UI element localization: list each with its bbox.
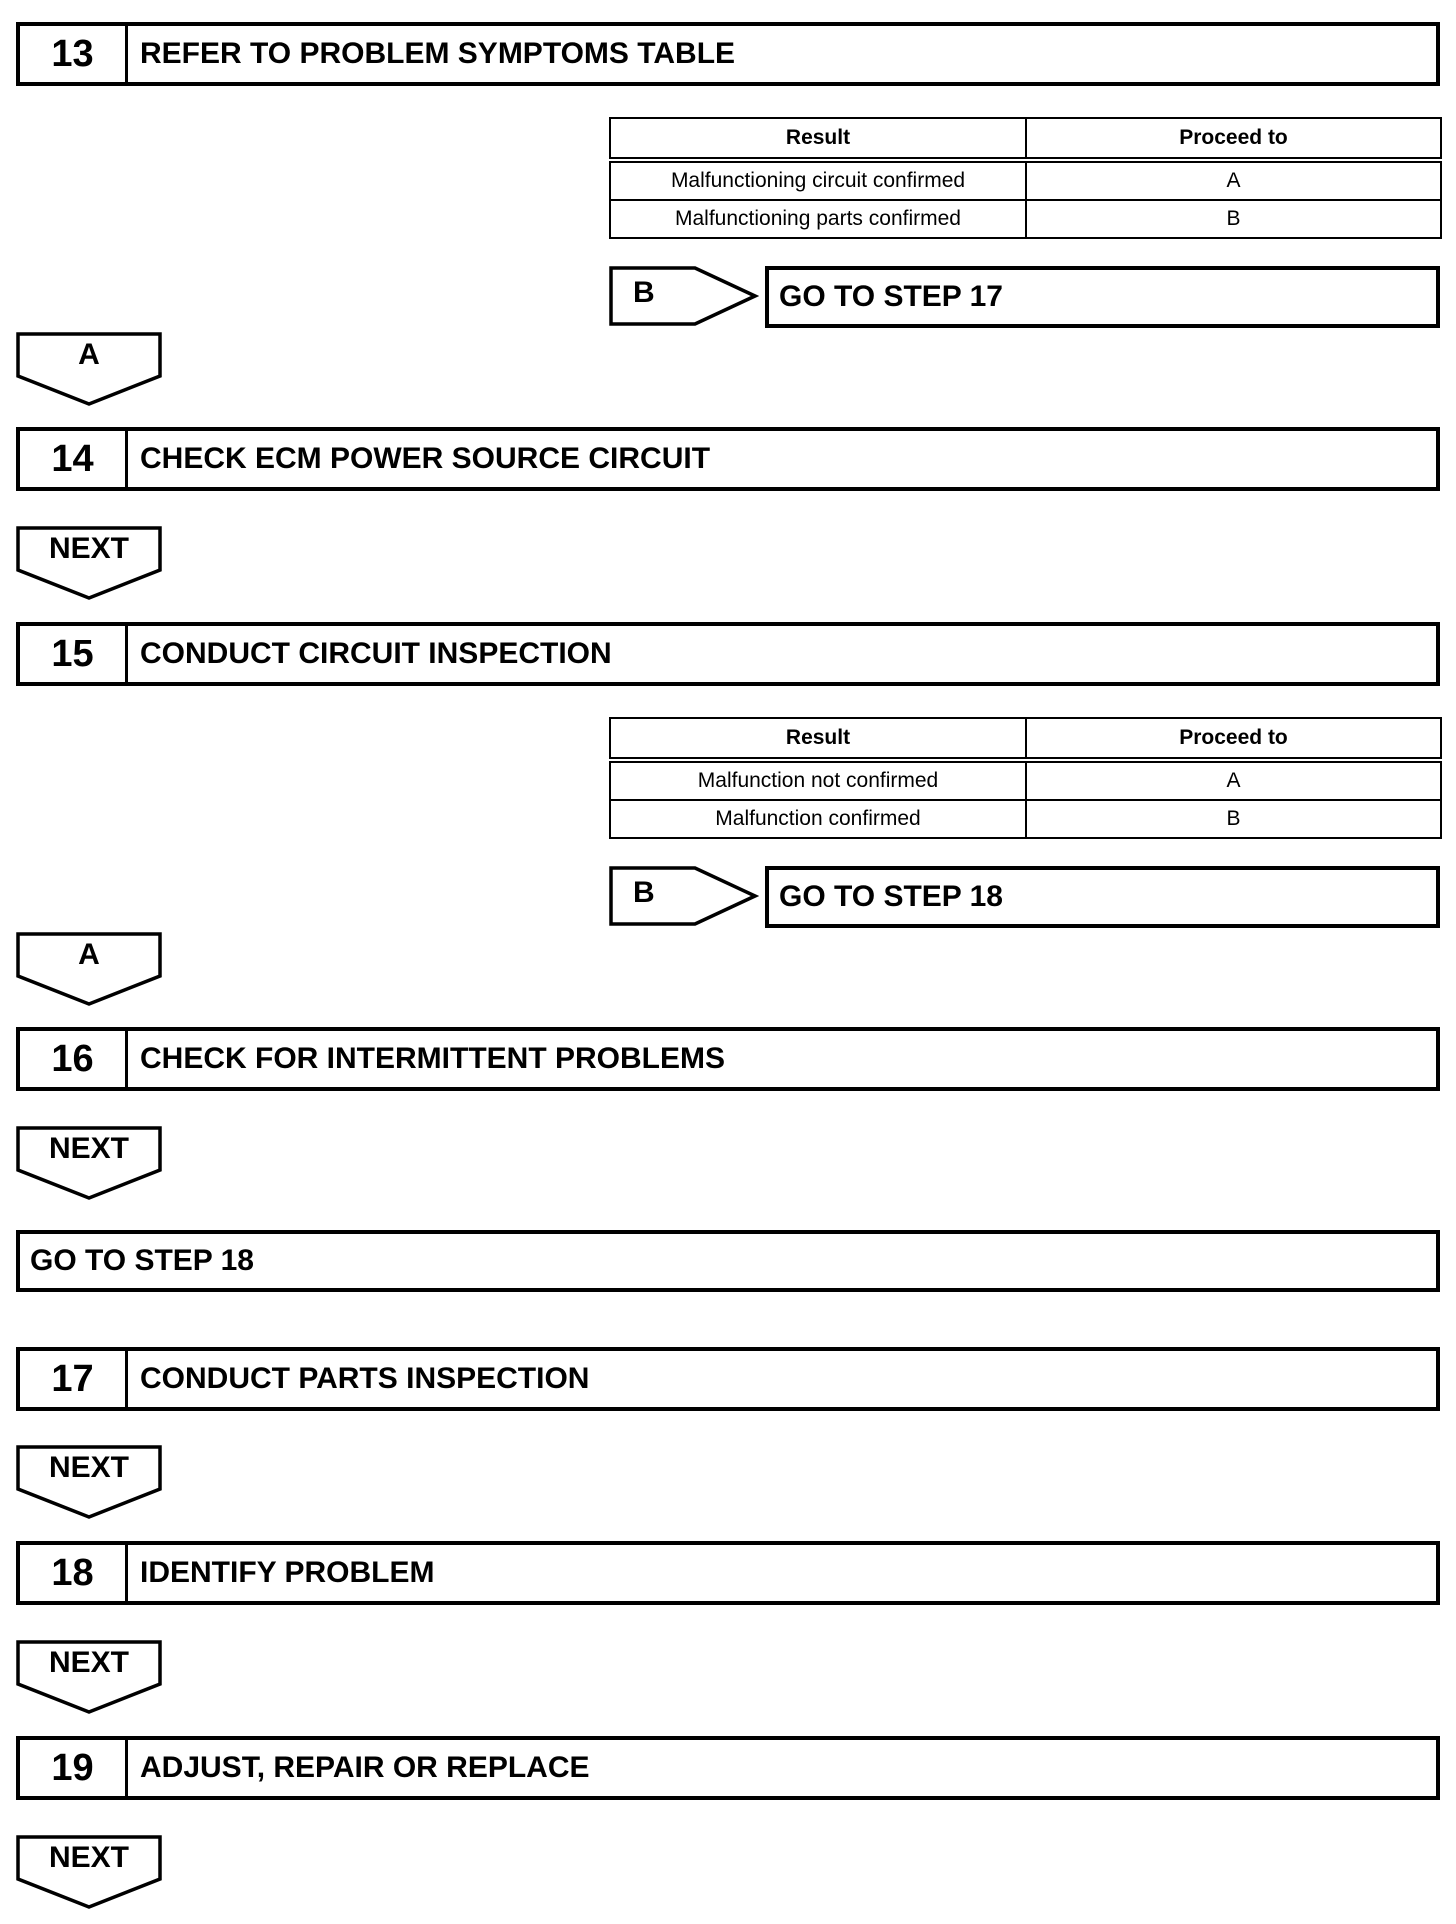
step-number: 15 — [20, 626, 128, 682]
right-arrow-icon — [609, 266, 759, 326]
step-number: 13 — [20, 26, 128, 82]
arrow-label: NEXT — [48, 1132, 129, 1165]
step-15-box — [16, 622, 1440, 686]
table-header-proceed: Proceed to — [1026, 118, 1441, 160]
table-header-result: Result — [610, 118, 1026, 160]
step-18-box — [16, 1541, 1440, 1605]
step-number: 18 — [20, 1545, 128, 1601]
step-title: CONDUCT PARTS INSPECTION — [140, 1362, 590, 1395]
goto-step-17-box: GO TO STEP 17 — [765, 266, 1440, 328]
step-19-box — [16, 1736, 1440, 1800]
step-title: ADJUST, REPAIR OR REPLACE — [140, 1751, 590, 1784]
step-number: 17 — [20, 1351, 128, 1407]
step-title: CONDUCT CIRCUIT INSPECTION — [140, 637, 612, 670]
arrow-label: NEXT — [48, 1451, 129, 1484]
table-header-proceed: Proceed to — [1026, 718, 1441, 760]
down-arrow-a — [16, 332, 162, 406]
table-row — [610, 160, 1441, 200]
arrow-label: NEXT — [48, 1646, 129, 1679]
branch-label: B — [633, 876, 655, 909]
table-row — [610, 200, 1441, 238]
table-cell-proceed: A — [1026, 160, 1441, 200]
step-number: 16 — [20, 1031, 128, 1087]
branch-arrow-b — [609, 866, 759, 926]
result-table-1 — [609, 117, 1442, 239]
step-title: CHECK FOR INTERMITTENT PROBLEMS — [140, 1042, 725, 1075]
table-cell-result: Malfunctioning parts confirmed — [610, 200, 1026, 238]
result-table-2 — [609, 717, 1442, 839]
table-row — [610, 760, 1441, 800]
table-row — [610, 800, 1441, 838]
arrow-label: NEXT — [48, 532, 129, 565]
step-title: REFER TO PROBLEM SYMPTOMS TABLE — [140, 37, 736, 70]
table-cell-proceed: B — [1026, 200, 1441, 238]
branch-arrow-b — [609, 266, 759, 326]
goto-step-18-final-box: GO TO STEP 18 — [16, 1230, 1440, 1292]
step-title: IDENTIFY PROBLEM — [140, 1556, 435, 1589]
down-arrow-a — [16, 932, 162, 1006]
step-17-box — [16, 1347, 1440, 1411]
down-arrow-next — [16, 1126, 162, 1200]
branch-label: B — [633, 276, 655, 309]
step-14-box — [16, 427, 1440, 491]
step-title: CHECK ECM POWER SOURCE CIRCUIT — [140, 442, 711, 475]
goto-step-18-box: GO TO STEP 18 — [765, 866, 1440, 928]
table-header-result: Result — [610, 718, 1026, 760]
table-cell-result: Malfunction confirmed — [610, 800, 1026, 838]
down-arrow-next — [16, 1835, 162, 1909]
table-cell-result: Malfunction not confirmed — [610, 760, 1026, 800]
table-cell-proceed: A — [1026, 760, 1441, 800]
step-16-box — [16, 1027, 1440, 1091]
step-number: 19 — [20, 1740, 128, 1796]
arrow-label: A — [78, 338, 100, 371]
step-13-box — [16, 22, 1440, 86]
down-arrow-next — [16, 1640, 162, 1714]
table-cell-result: Malfunctioning circuit confirmed — [610, 160, 1026, 200]
arrow-label: A — [78, 938, 100, 971]
down-arrow-next — [16, 526, 162, 600]
right-arrow-icon — [609, 866, 759, 926]
down-arrow-next — [16, 1445, 162, 1519]
table-cell-proceed: B — [1026, 800, 1441, 838]
step-number: 14 — [20, 431, 128, 487]
arrow-label: NEXT — [48, 1841, 129, 1874]
